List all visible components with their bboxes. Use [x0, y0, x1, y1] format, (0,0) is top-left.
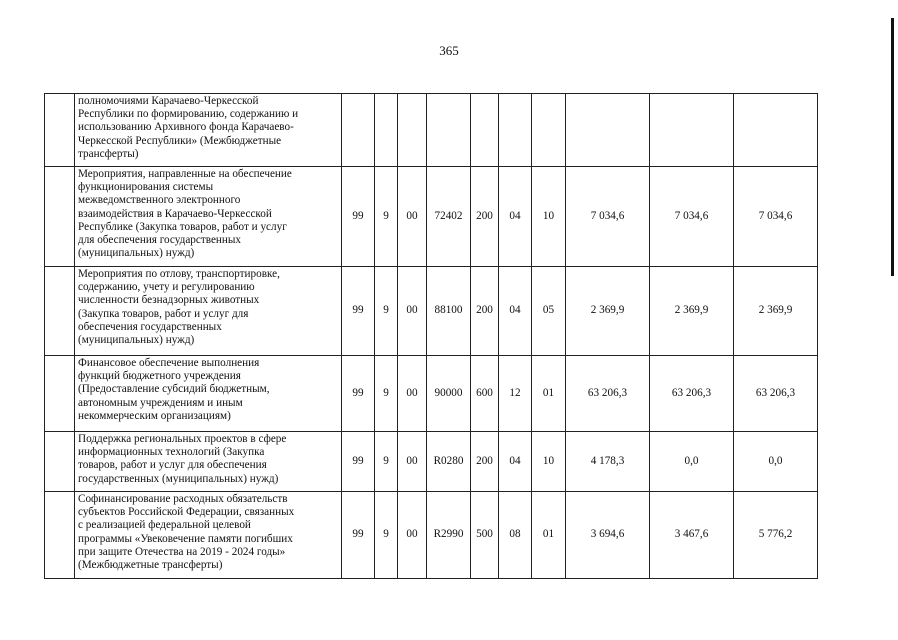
description-line: функционирования системы: [78, 181, 214, 194]
description-line: использованию Архивного фонда Карачаево-: [78, 121, 294, 134]
index-cell: [45, 167, 75, 267]
description-line: программы «Увековечение памяти погибших: [78, 532, 293, 545]
amount-cell-2: 0,0: [650, 432, 734, 492]
description-line: товаров, работ и услуг для обеспечения: [78, 459, 267, 472]
index-cell: [45, 492, 75, 579]
description-line: с реализацией федеральной целевой: [78, 519, 251, 532]
description-line: Черкесской Республики» (Межбюджетные: [78, 134, 282, 147]
code-cell-2: 9: [375, 167, 398, 267]
code-cell-5: 500: [471, 492, 499, 579]
code-cell-7: [532, 94, 566, 167]
code-cell-4: [427, 94, 471, 167]
description-line: Софинансирование расходных обязательств: [78, 493, 288, 505]
description-line: полномочиями Карачаево-Черкесской: [78, 95, 259, 107]
index-cell: [45, 94, 75, 167]
code-cell-4: 72402: [427, 167, 471, 267]
description-line: (Предоставление субсидий бюджетным,: [78, 383, 270, 396]
amount-cell-1: [566, 94, 650, 167]
table-row: [45, 356, 818, 432]
index-cell: [45, 267, 75, 356]
code-cell-6: 04: [499, 167, 532, 267]
code-cell-3: 00: [398, 432, 427, 492]
code-cell-1: 99: [342, 356, 375, 432]
description-line: (Закупка товаров, работ и услуг для: [78, 307, 249, 320]
code-cell-7: 10: [532, 167, 566, 267]
amount-cell-2: 63 206,3: [650, 356, 734, 432]
code-cell-7: 01: [532, 356, 566, 432]
description-line: содержанию, учету и регулированию: [78, 281, 255, 294]
code-cell-6: 08: [499, 492, 532, 579]
table-row: [45, 267, 818, 356]
margin-rule: [891, 18, 894, 276]
code-cell-3: 00: [398, 167, 427, 267]
code-cell-2: 9: [375, 267, 398, 356]
table-row: [45, 167, 818, 267]
description-line: Мероприятия, направленные на обеспечение: [78, 168, 292, 180]
description-line: Финансовое обеспечение выполнения: [78, 357, 260, 369]
description-line: обеспечения государственных: [78, 320, 222, 333]
code-cell-4: 90000: [427, 356, 471, 432]
description-line: для обеспечения государственных: [78, 234, 242, 247]
description-line: автономным учреждениям и иным: [78, 396, 243, 409]
description-cell: [75, 492, 342, 579]
code-cell-3: 00: [398, 267, 427, 356]
description-cell: [75, 94, 342, 167]
code-cell-7: 10: [532, 432, 566, 492]
index-cell: [45, 432, 75, 492]
code-cell-4: 88100: [427, 267, 471, 356]
code-cell-3: 00: [398, 492, 427, 579]
description-line: численности безнадзорных животных: [78, 294, 260, 307]
amount-cell-3: 5 776,2: [734, 492, 818, 579]
code-cell-2: 9: [375, 492, 398, 579]
page-number: 365: [439, 43, 459, 58]
description-line: некоммерческим организациям): [78, 409, 231, 422]
index-cell: [45, 356, 75, 432]
amount-cell-3: 2 369,9: [734, 267, 818, 356]
code-cell-5: 200: [471, 432, 499, 492]
code-cell-3: [398, 94, 427, 167]
description-line: Республике (Закупка товаров, работ и услуг: [78, 220, 287, 233]
code-cell-3: 00: [398, 356, 427, 432]
amount-cell-1: 4 178,3: [566, 432, 650, 492]
table-row: [45, 492, 818, 579]
amount-cell-1: 7 034,6: [566, 167, 650, 267]
code-cell-2: 9: [375, 356, 398, 432]
description-line: (Межбюджетные трансферты): [78, 559, 223, 572]
code-cell-4: R2990: [427, 492, 471, 579]
description-line: информационных технологий (Закупка: [78, 446, 265, 459]
amount-cell-1: 3 694,6: [566, 492, 650, 579]
amount-cell-1: 63 206,3: [566, 356, 650, 432]
description-line: субъектов Российской Федерации, связанных: [78, 506, 295, 519]
amount-cell-2: [650, 94, 734, 167]
code-cell-6: 12: [499, 356, 532, 432]
description-line: Поддержка региональных проектов в сфере: [78, 433, 287, 445]
budget-table: [44, 93, 818, 579]
amount-cell-3: 63 206,3: [734, 356, 818, 432]
amount-cell-2: 2 369,9: [650, 267, 734, 356]
description-line: взаимодействия в Карачаево-Черкесской: [78, 207, 272, 220]
description-cell: [75, 356, 342, 432]
code-cell-6: 04: [499, 267, 532, 356]
code-cell-6: [499, 94, 532, 167]
code-cell-5: 200: [471, 167, 499, 267]
description-line: Мероприятия по отлову, транспортировке,: [78, 268, 280, 280]
description-cell: [75, 432, 342, 492]
code-cell-5: [471, 94, 499, 167]
description-line: (муниципальных) нужд): [78, 334, 195, 347]
code-cell-7: 01: [532, 492, 566, 579]
description-line: трансферты): [78, 147, 139, 160]
code-cell-1: 99: [342, 492, 375, 579]
amount-cell-3: 7 034,6: [734, 167, 818, 267]
description-cell: [75, 167, 342, 267]
amount-cell-2: 3 467,6: [650, 492, 734, 579]
description-cell: [75, 267, 342, 356]
code-cell-7: 05: [532, 267, 566, 356]
amount-cell-2: 7 034,6: [650, 167, 734, 267]
code-cell-6: 04: [499, 432, 532, 492]
code-cell-5: 200: [471, 267, 499, 356]
description-line: межведомственного электронного: [78, 194, 241, 207]
code-cell-1: [342, 94, 375, 167]
amount-cell-3: [734, 94, 818, 167]
description-line: государственных (муниципальных) нужд): [78, 472, 279, 485]
code-cell-4: R0280: [427, 432, 471, 492]
description-line: (муниципальных) нужд): [78, 247, 195, 260]
description-line: функций бюджетного учреждения: [78, 370, 241, 383]
code-cell-5: 600: [471, 356, 499, 432]
code-cell-1: 99: [342, 167, 375, 267]
description-line: при защите Отечества на 2019 - 2024 годы»: [78, 545, 286, 558]
table-row: [45, 94, 818, 167]
code-cell-2: [375, 94, 398, 167]
amount-cell-3: 0,0: [734, 432, 818, 492]
table-row: [45, 432, 818, 492]
amount-cell-1: 2 369,9: [566, 267, 650, 356]
description-line: Республики по формированию, содержанию и: [78, 108, 299, 121]
code-cell-1: 99: [342, 267, 375, 356]
code-cell-1: 99: [342, 432, 375, 492]
code-cell-2: 9: [375, 432, 398, 492]
